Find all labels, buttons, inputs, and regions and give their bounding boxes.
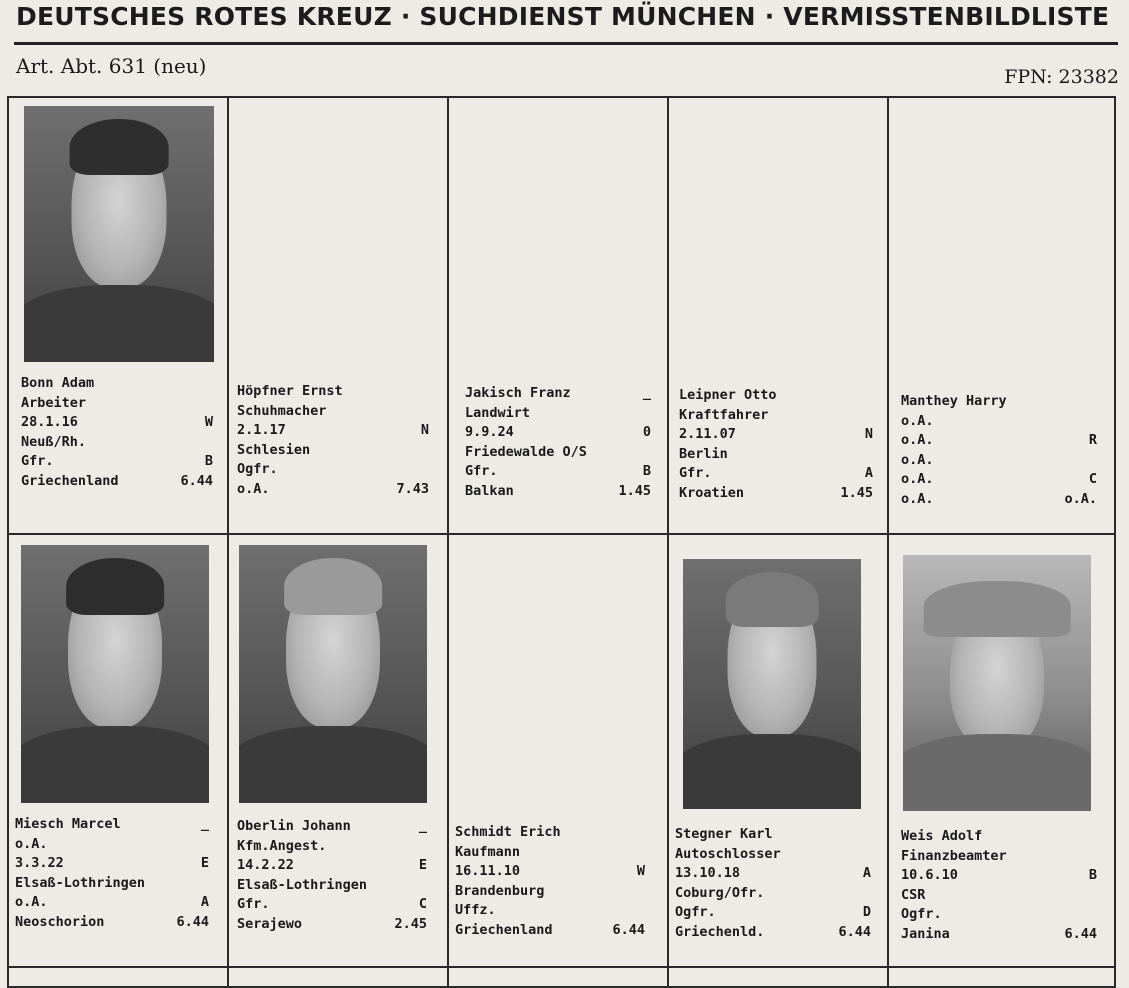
- person-hometown: o.A.: [901, 451, 934, 468]
- person-last-date: 6.44: [838, 923, 871, 940]
- portrait-photo: [683, 559, 861, 809]
- person-occupation: Kaufmann: [455, 843, 521, 860]
- person-rank: Uffz.: [455, 902, 496, 918]
- person-details: Manthey Harry o.A. o.A. R o.A. o.A. C o.A. o.A.: [901, 392, 1097, 509]
- person-name: Höpfner Ernst: [237, 383, 343, 399]
- person-birthdate: o.A.: [901, 432, 934, 448]
- person-name: Jakisch Franz: [465, 385, 571, 401]
- person-last-location: Janina: [901, 925, 950, 942]
- person-hometown: Friedewalde O/S: [465, 443, 587, 460]
- person-card: [9, 98, 229, 535]
- person-details: Weis Adolf Finanzbeamter 10.6.10 B CSR Ogfr. Janina 6.44: [901, 827, 1097, 944]
- unit-label: Art. Abt. 631 (neu): [16, 54, 207, 78]
- person-hometown: Elsaß-Lothringen: [15, 874, 146, 891]
- person-occupation: Arbeiter: [21, 394, 87, 411]
- person-last-location: Griechenland: [21, 472, 119, 489]
- person-name: Bonn Adam: [21, 375, 95, 391]
- person-details: Stegner Karl Autoschlosser 13.10.18 A Coburg/Ofr. Ogfr. D Griechenld. 6.44: [675, 825, 871, 942]
- person-rank: Ogfr.: [901, 906, 942, 922]
- person-details: Bonn Adam Arbeiter 28.1.16 W Neuß/Rh. Gfr. B Griechenland 6.44: [21, 374, 213, 491]
- person-name: Miesch Marcel: [15, 816, 121, 832]
- document-title: DEUTSCHES ROTES KREUZ · SUCHDIENST MÜNCHEN · VERMISSTENBILDLISTE: [16, 2, 1110, 31]
- person-name: Stegner Karl: [675, 826, 773, 842]
- person-card: [889, 98, 1116, 535]
- person-birthdate: 13.10.18: [675, 865, 741, 881]
- person-name: Leipner Otto: [679, 387, 777, 403]
- person-last-date: 6.44: [1064, 925, 1097, 942]
- person-card: [229, 98, 449, 535]
- person-birthdate: 10.6.10: [901, 867, 958, 883]
- person-birthdate: 3.3.22: [15, 855, 64, 871]
- person-last-date: 7.43: [396, 480, 429, 497]
- person-last-location: o.A.: [237, 480, 270, 497]
- person-rank: o.A.: [15, 894, 48, 910]
- person-occupation: Autoschlosser: [675, 845, 781, 862]
- person-last-date: 6.44: [180, 472, 213, 489]
- person-last-date: 6.44: [612, 921, 645, 938]
- person-last-date: 1.45: [618, 482, 651, 499]
- person-details: Schmidt Erich Kaufmann 16.11.10 W Brandenburg Uffz. Griechenland 6.44: [455, 823, 645, 940]
- person-rank: Ogfr.: [675, 904, 716, 920]
- person-card: [889, 535, 1116, 968]
- person-name: Manthey Harry: [901, 393, 1007, 409]
- person-card: [9, 535, 229, 968]
- person-card: [449, 535, 669, 968]
- person-card: [669, 98, 889, 535]
- person-hometown: CSR: [901, 886, 926, 903]
- person-details: Oberlin Johann _ Kfm.Angest. 14.2.22 E Elsaß-Lothringen Gfr. C Serajewo 2.45: [237, 817, 427, 934]
- person-last-date: 6.44: [176, 913, 209, 930]
- person-occupation: Schuhmacher: [237, 402, 327, 419]
- person-last-date: o.A.: [1064, 490, 1097, 507]
- person-rank: Gfr.: [21, 453, 54, 469]
- person-birthdate: 9.9.24: [465, 424, 514, 440]
- person-rank: Gfr.: [465, 463, 498, 479]
- empty-cell: [9, 968, 229, 988]
- person-rank: o.A.: [901, 471, 934, 487]
- person-occupation: Kraftfahrer: [679, 406, 769, 423]
- person-rank: Gfr.: [679, 465, 712, 481]
- person-hometown: Elsaß-Lothringen: [237, 876, 368, 893]
- person-last-location: Kroatien: [679, 484, 745, 501]
- empty-cell: [669, 968, 889, 988]
- person-hometown: Brandenburg: [455, 882, 545, 899]
- person-occupation: Kfm.Angest.: [237, 837, 327, 854]
- person-last-location: Neoschorion: [15, 913, 105, 930]
- person-name: Oberlin Johann: [237, 818, 351, 834]
- person-hometown: Schlesien: [237, 441, 311, 458]
- person-occupation: o.A.: [15, 835, 48, 852]
- person-occupation: Finanzbeamter: [901, 847, 1007, 864]
- person-details: Jakisch Franz _ Landwirt 9.9.24 0 Friedewalde O/S Gfr. B Balkan 1.45: [465, 384, 651, 501]
- person-last-date: 2.45: [394, 915, 427, 932]
- portrait-photo: [21, 545, 209, 803]
- person-occupation: o.A.: [901, 412, 934, 429]
- person-birthdate: 2.1.17: [237, 422, 286, 438]
- person-birthdate: 2.11.07: [679, 426, 736, 442]
- person-last-location: Griechenld.: [675, 923, 765, 940]
- person-hometown: Berlin: [679, 445, 728, 462]
- empty-cell: [889, 968, 1116, 988]
- person-details: Leipner Otto Kraftfahrer 2.11.07 N Berlin Gfr. A Kroatien 1.45: [679, 386, 873, 503]
- person-details: Höpfner Ernst Schuhmacher 2.1.17 N Schlesien Ogfr. o.A. 7.43: [237, 382, 429, 499]
- fpn-label: FPN: 23382: [1004, 66, 1119, 88]
- person-rank: Ogfr.: [237, 461, 278, 477]
- missing-persons-grid: [7, 96, 1116, 988]
- person-last-date: 1.45: [840, 484, 873, 501]
- person-birthdate: 28.1.16: [21, 414, 78, 430]
- person-last-location: o.A.: [901, 490, 934, 507]
- person-card: [669, 535, 889, 968]
- person-occupation: Landwirt: [465, 404, 531, 421]
- title-underline: [14, 42, 1118, 45]
- person-name: Schmidt Erich: [455, 824, 561, 840]
- person-birthdate: 16.11.10: [455, 863, 521, 879]
- portrait-photo: [239, 545, 427, 803]
- person-birthdate: 14.2.22: [237, 857, 294, 873]
- portrait-photo: [24, 106, 214, 362]
- portrait-photo: [903, 555, 1091, 811]
- person-card: [449, 98, 669, 535]
- person-name: Weis Adolf: [901, 828, 983, 844]
- empty-cell: [449, 968, 669, 988]
- person-hometown: Neuß/Rh.: [21, 433, 87, 450]
- person-details: Miesch Marcel _ o.A. 3.3.22 E Elsaß-Lothringen o.A. A Neoschorion 6.44: [15, 815, 209, 932]
- person-rank: Gfr.: [237, 896, 270, 912]
- person-hometown: Coburg/Ofr.: [675, 884, 765, 901]
- person-last-location: Serajewo: [237, 915, 303, 932]
- empty-cell: [229, 968, 449, 988]
- person-last-location: Balkan: [465, 482, 514, 499]
- person-last-location: Griechenland: [455, 921, 553, 938]
- person-card: [229, 535, 449, 968]
